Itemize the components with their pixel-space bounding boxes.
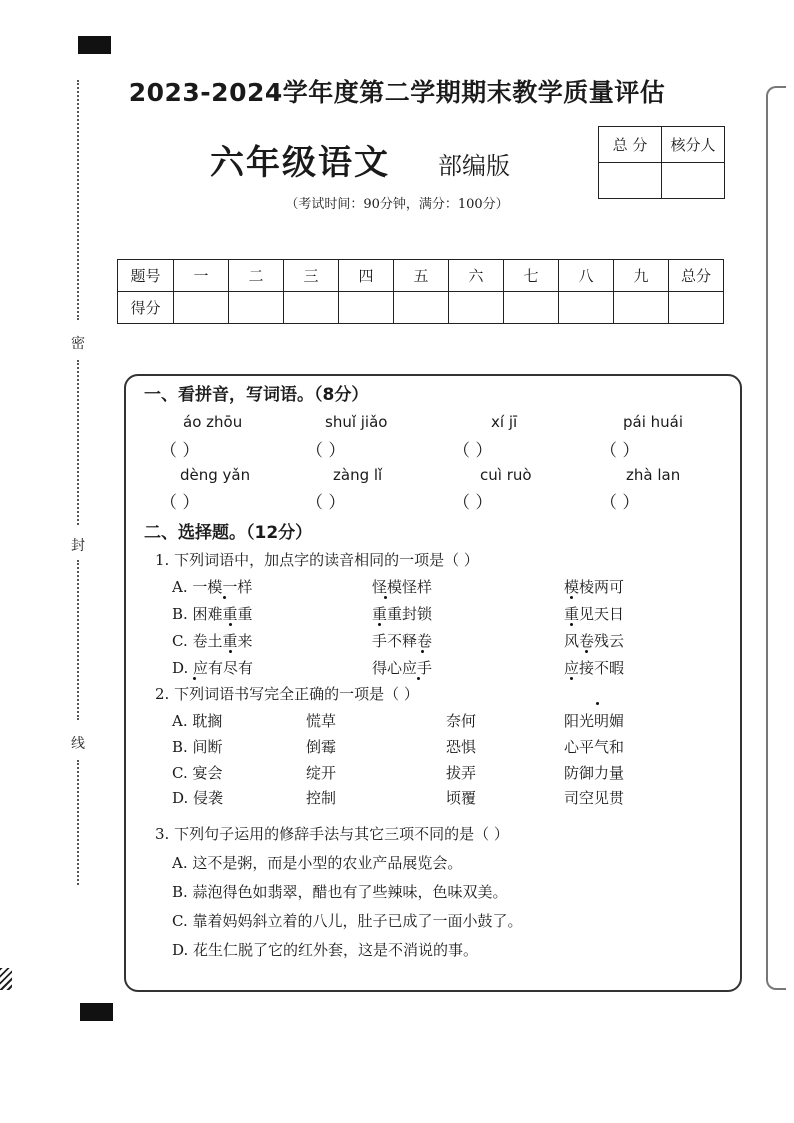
column-header: 七 [504,260,559,292]
pinyin-6: zàng lǐ [333,466,383,484]
score-cell[interactable] [284,292,339,324]
section1-title: 一、看拼音，写词语。（8分） [144,385,369,405]
emphasis-dot [570,596,573,599]
checker-label: 核分人 [662,127,725,163]
score-cell[interactable] [229,292,284,324]
column-header: 六 [449,260,504,292]
q2-option-a-2: 慌草 [306,712,337,730]
emphasis-dot [417,677,420,680]
question-2-stem: 2. 下列词语书写完全正确的一项是（ ） [155,685,419,703]
emphasis-dot [223,596,226,599]
column-header: 总分 [669,260,724,292]
q1-option-a-3: 模棱两可 [564,578,625,596]
q2-option-c-3: 拔弄 [446,764,477,782]
page-edge-bracket [766,86,786,990]
pinyin-5: dèng yǎn [180,466,251,484]
emphasis-dot [384,596,387,599]
column-header: 一 [174,260,229,292]
column-header: 二 [229,260,284,292]
q2-option-d-1[interactable]: D. 侵袭 [172,789,224,807]
column-header: 四 [339,260,394,292]
answer-blank-1[interactable]: （ ） [160,441,200,461]
q1-option-c-1[interactable]: C. 卷土重来 [172,632,253,650]
score-cell[interactable] [394,292,449,324]
seal-char-feng: 封 [71,538,85,554]
emphasis-dot [570,677,573,680]
q2-option-d-4: 司空见贯 [564,789,625,807]
q3-option-a[interactable]: A. 这不是粥，而是小型的农业产品展览会。 [172,854,463,872]
q1-option-b-1[interactable]: B. 困难重重 [172,605,253,623]
q2-option-a-3: 奈何 [446,712,477,730]
q2-option-c-4: 防御力量 [564,764,625,782]
answer-blank-2[interactable]: （ ） [306,441,346,461]
pinyin-3: xí jī [491,413,518,431]
score-cell[interactable] [174,292,229,324]
answer-blank-8[interactable]: （ ） [600,493,640,513]
emphasis-dot [596,702,599,705]
score-cell[interactable] [339,292,394,324]
seal-dotted-line-lower [77,760,79,885]
seal-dotted-line-middle [77,360,79,525]
score-table [117,259,724,324]
q1-option-a-2: 怪模怪样 [372,578,433,596]
answer-blank-7[interactable]: （ ） [453,493,493,513]
q2-option-a-4: 阳光明媚 [564,712,625,730]
emphasis-dot [421,650,424,653]
q1-option-c-2: 手不释卷 [372,632,433,650]
score-cell[interactable] [614,292,669,324]
q1-option-d-3: 应接不暇 [564,659,625,677]
pinyin-8: zhà lan [626,466,681,484]
section2-title: 二、选择题。（12分） [144,523,313,543]
q2-option-c-1[interactable]: C. 宴会 [172,764,223,782]
q2-option-b-3: 恐惧 [446,738,477,756]
q1-option-d-1[interactable]: D. 应有尽有 [172,659,254,677]
q2-option-c-2: 绽开 [306,764,337,782]
pinyin-1: áo zhōu [183,413,243,431]
score-label: 得分 [118,292,174,324]
answer-blank-3[interactable]: （ ） [453,441,493,461]
q1-option-a-1[interactable]: A. 一模一样 [172,578,253,596]
subject-title: 六年级语文 [210,143,390,183]
column-header: 八 [559,260,614,292]
answer-blank-6[interactable]: （ ） [306,493,346,513]
emphasis-dot [570,623,573,626]
q1-option-d-2: 得心应手 [372,659,433,677]
seal-dotted-line-mid2 [77,560,79,720]
alignment-marker-top [78,36,111,54]
alignment-marker-bottom [80,1003,113,1021]
q2-option-b-4: 心平气和 [564,738,625,756]
question-1-stem: 1. 下列词语中，加点字的读音相同的一项是（ ） [155,551,479,569]
score-cell[interactable] [504,292,559,324]
question-number-label: 题号 [118,260,174,292]
total-score-cell[interactable] [599,163,662,199]
q2-option-d-3: 顷覆 [446,789,477,807]
question-3-stem: 3. 下列句子运用的修辞手法与其它三项不同的是（ ） [155,825,509,843]
column-header: 五 [394,260,449,292]
q2-option-b-1[interactable]: B. 间断 [172,738,223,756]
q2-option-d-2: 控制 [306,789,337,807]
pinyin-7: cuì ruò [480,466,532,484]
exam-title: 2023-2024学年度第二学期期末教学质量评估 [128,78,666,107]
q2-option-a-1[interactable]: A. 耽搁 [172,712,223,730]
column-header: 三 [284,260,339,292]
emphasis-dot [378,623,381,626]
exam-info: （考试时间：90分钟，满分：100分） [285,197,509,212]
q2-option-b-2: 倒霉 [306,738,337,756]
score-cell[interactable] [669,292,724,324]
emphasis-dot [229,623,232,626]
score-cell[interactable] [559,292,614,324]
column-header: 九 [614,260,669,292]
emphasis-dot [585,650,588,653]
emphasis-dot [229,650,232,653]
answer-blank-5[interactable]: （ ） [160,493,200,513]
q3-option-b[interactable]: B. 蒜泡得色如翡翠，醋也有了些辣味，色味双美。 [172,883,508,901]
q3-option-c[interactable]: C. 靠着妈妈斜立着的八儿，肚子已成了一面小鼓了。 [172,912,523,930]
answer-blank-4[interactable]: （ ） [600,441,640,461]
q1-option-c-3: 风卷残云 [564,632,625,650]
seal-char-xian: 线 [71,736,85,752]
edition-label: 部编版 [438,152,510,180]
seal-char-mi: 密 [71,336,85,352]
q3-option-d[interactable]: D. 花生仁脱了它的红外套，这是不消说的事。 [172,941,479,959]
checker-cell[interactable] [662,163,725,199]
pinyin-4: pái huái [623,413,684,431]
total-score-box [598,126,725,199]
scan-hatch-mark [0,968,12,990]
emphasis-dot [193,677,196,680]
q1-option-b-3: 重见天日 [564,605,625,623]
score-cell[interactable] [449,292,504,324]
pinyin-2: shuǐ jiǎo [325,413,388,431]
q1-option-b-2: 重重封锁 [372,605,433,623]
total-score-label: 总 分 [599,127,662,163]
